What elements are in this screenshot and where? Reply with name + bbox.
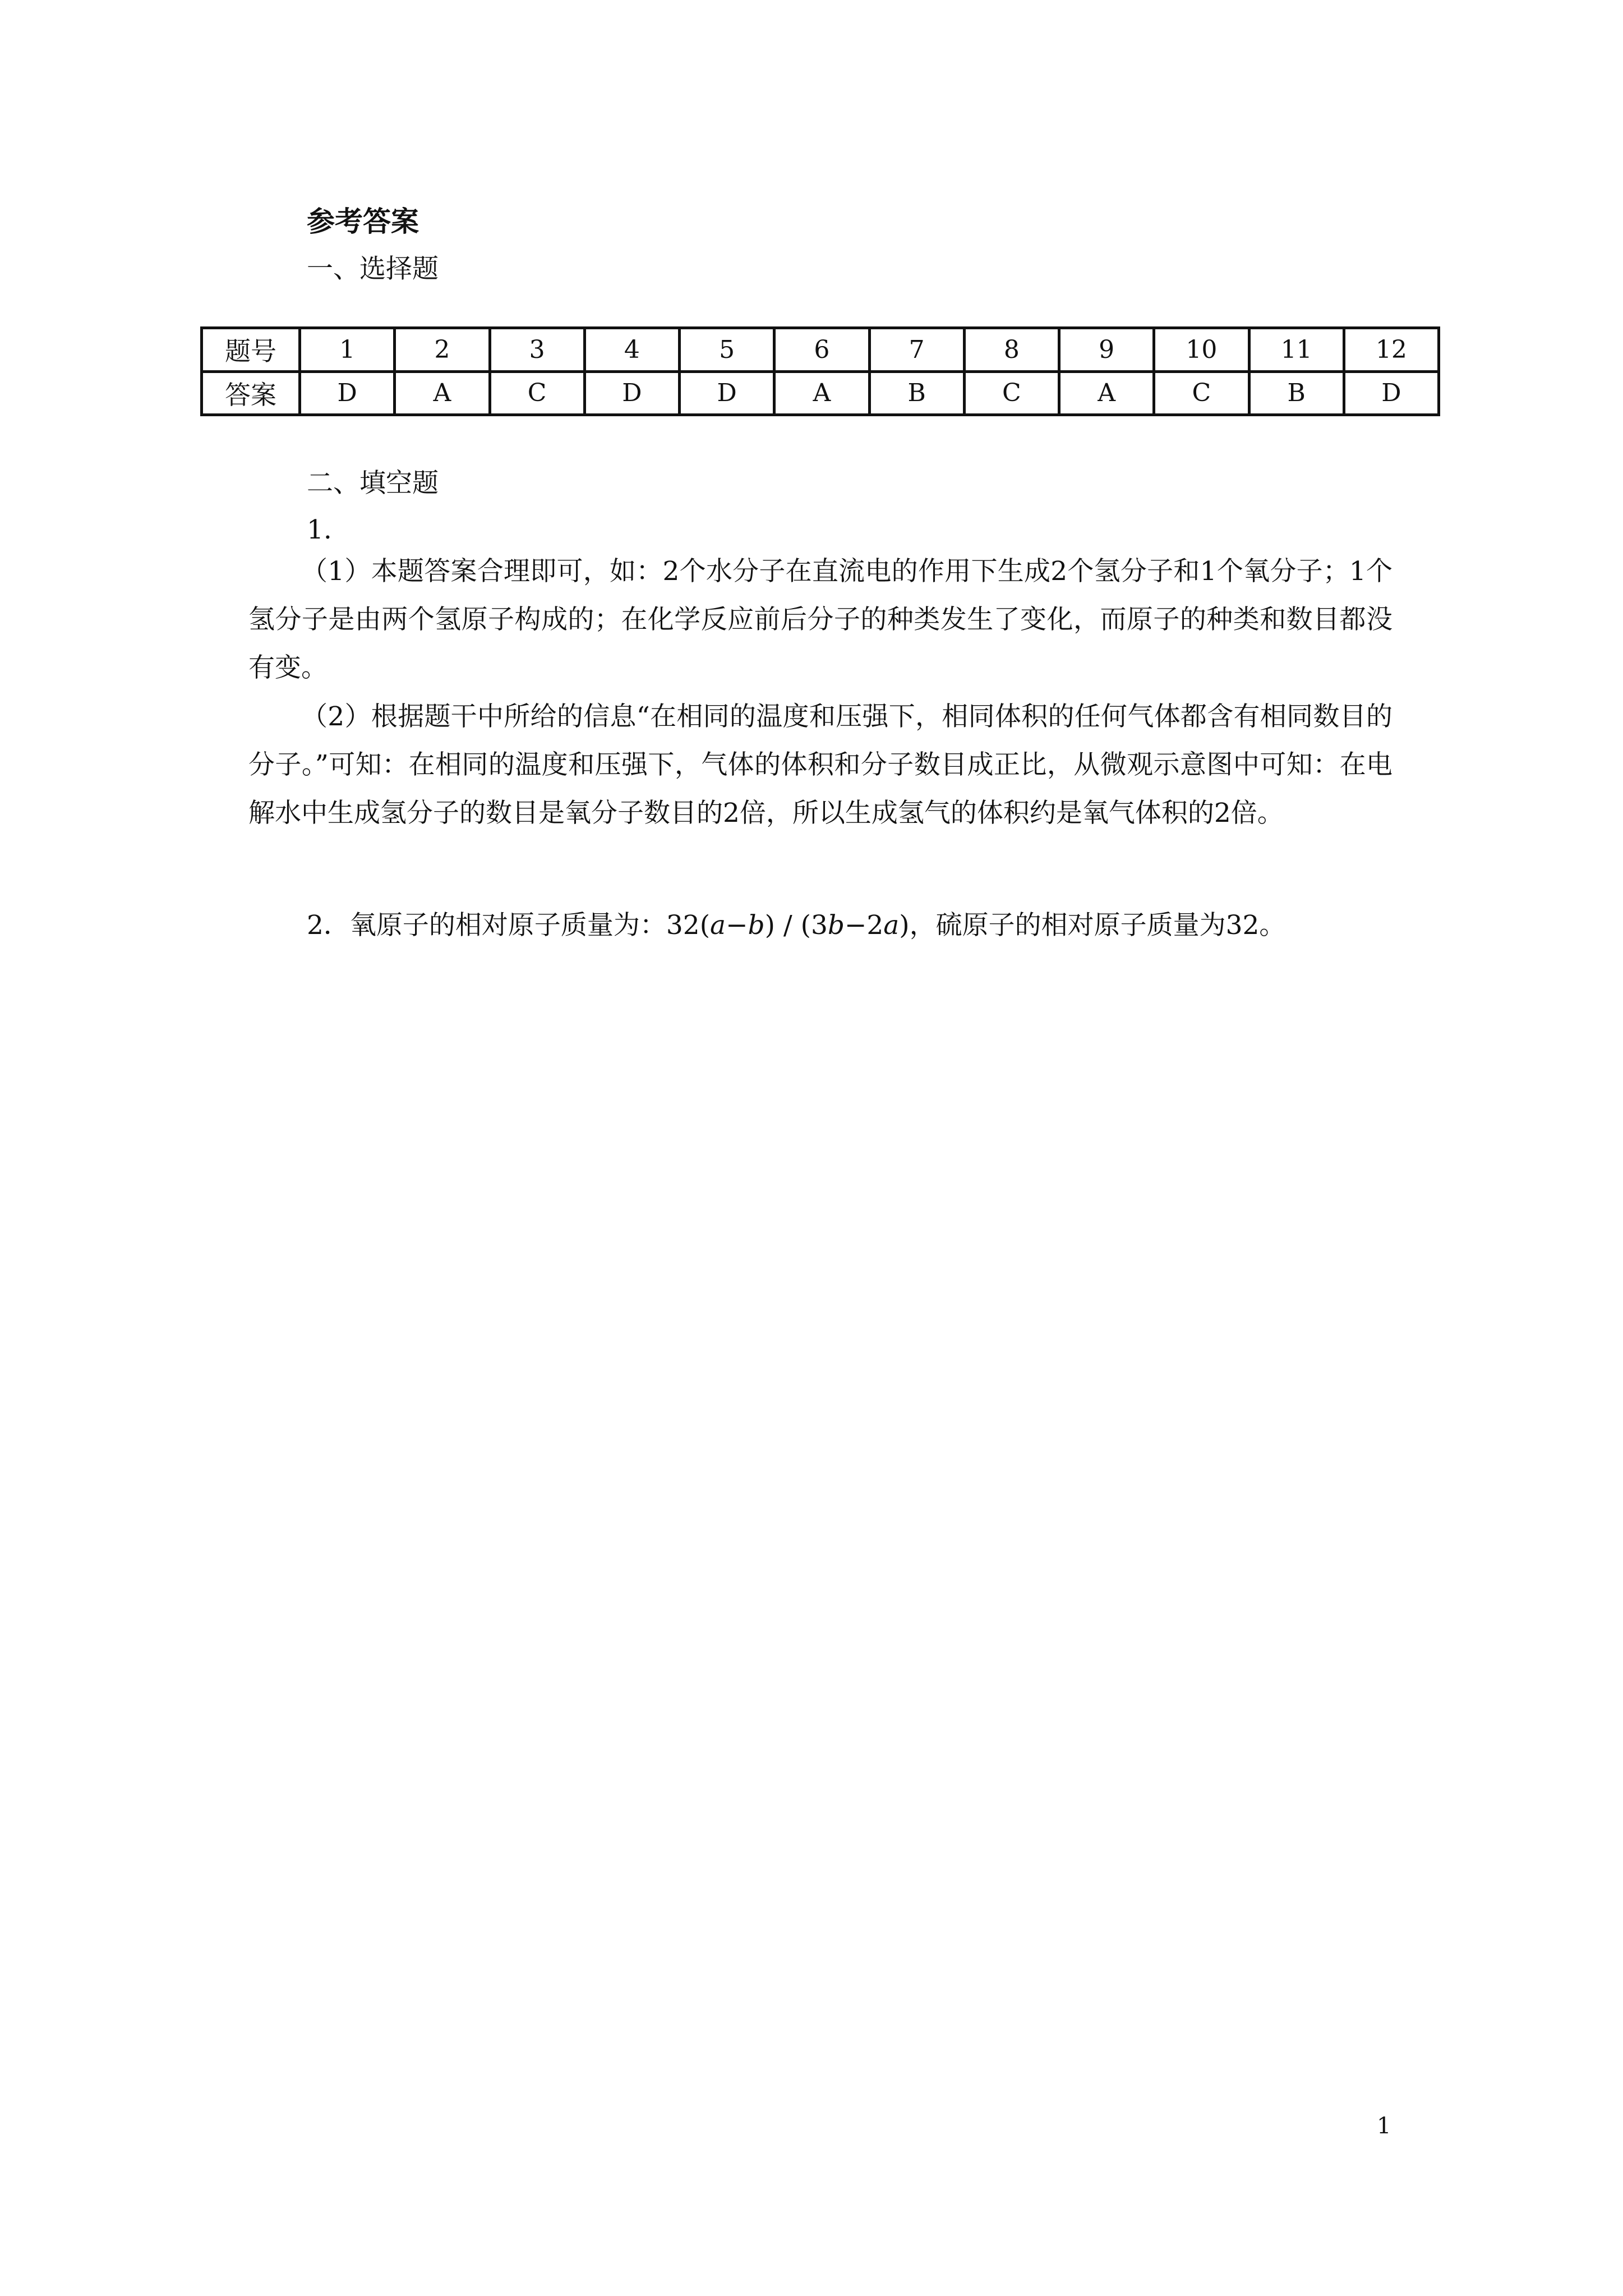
answer-cell: C	[490, 371, 584, 415]
question-number: 9	[1059, 328, 1154, 372]
question-number: 6	[774, 328, 869, 372]
q2-prefix: 2．氧原子的相对原子质量为：32(	[307, 910, 711, 941]
question-number: 12	[1344, 328, 1438, 372]
question-number: 3	[490, 328, 584, 372]
question-number: 8	[964, 328, 1059, 372]
page-title: 参考答案	[307, 205, 419, 238]
answer-paragraph: （1）本题答案合理即可，如：2个水分子在直流电的作用下生成2个氢分子和1个氧分子；1个氢分子是由两个氢原子构成的；在化学反应前后分子的种类发生了变化，而原子的种类和数目都没有变。	[248, 556, 1393, 683]
question-number: 2	[395, 328, 490, 372]
q2-suffix: )，硫原子的相对原子质量为32。	[899, 910, 1286, 941]
answer-cell: B	[869, 371, 964, 415]
row-header-number: 题号	[202, 328, 300, 372]
answer-cell: C	[1154, 371, 1249, 415]
question-2-answer	[307, 903, 1285, 948]
answer-cell: A	[774, 371, 869, 415]
var-a: a	[883, 910, 900, 941]
var-b: b	[827, 910, 845, 941]
question-1-part-2	[248, 693, 1393, 838]
answer-cell: D	[584, 371, 679, 415]
minus-two: −2	[844, 910, 884, 941]
section-heading-fill: 二、填空题	[307, 468, 439, 499]
minus-sign: −	[726, 910, 748, 941]
answer-paragraph: （2）根据题干中所给的信息“在相同的温度和压强下，相同体积的任何气体都含有相同数目的分子。”可知：在相同的温度和压强下，气体的体积和分子数目成正比，从微观示意图中可知：在电解水中生成氢分子的数目是氧分子数目的2倍，所以生成氢气的体积约是氧气体积的2倍。	[248, 701, 1393, 829]
table-row-numbers	[202, 328, 1439, 372]
answer-cell: B	[1249, 371, 1344, 415]
question-number: 1	[300, 328, 395, 372]
answer-cell: A	[395, 371, 490, 415]
answer-cell: D	[300, 371, 395, 415]
question-number: 5	[680, 328, 774, 372]
answer-cell: D	[680, 371, 774, 415]
answer-table	[200, 326, 1440, 416]
var-b: b	[748, 910, 765, 941]
page-number: 1	[1377, 2113, 1391, 2139]
question-number: 7	[869, 328, 964, 372]
q2-mid: ) / (3	[764, 910, 828, 941]
question-number: 4	[584, 328, 679, 372]
answer-cell: C	[964, 371, 1059, 415]
var-a: a	[710, 910, 726, 941]
question-number: 11	[1249, 328, 1344, 372]
question-number: 10	[1154, 328, 1249, 372]
table-row-answers	[202, 371, 1439, 415]
question-1-label: 1.	[307, 514, 332, 545]
row-header-answer: 答案	[202, 371, 300, 415]
answer-cell: D	[1344, 371, 1438, 415]
question-1-part-1	[248, 547, 1393, 692]
section-heading-choice: 一、选择题	[307, 254, 439, 284]
answer-cell: A	[1059, 371, 1154, 415]
